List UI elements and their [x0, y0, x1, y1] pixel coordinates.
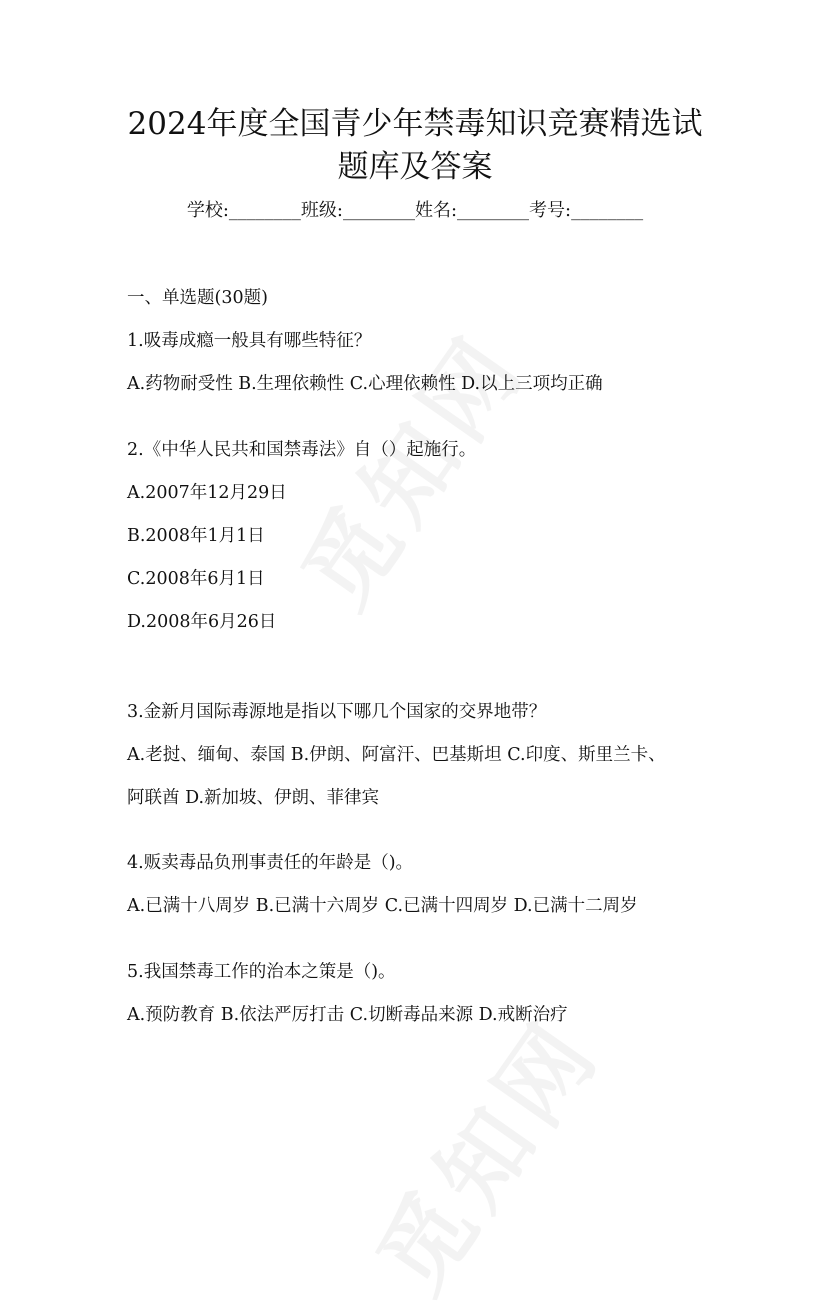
question-1-options: A.药物耐受性 B.生理依赖性 C.心理依赖性 D.以上三项均正确	[127, 374, 603, 394]
question-3-options-line-2: 阿联酋 D.新加坡、伊朗、菲律宾	[127, 788, 380, 808]
question-5: 5.我国禁毒工作的治本之策是（)。	[127, 962, 396, 982]
question-3: 3.金新月国际毒源地是指以下哪几个国家的交界地带？	[127, 702, 547, 722]
question-4: 4.贩卖毒品负刑事责任的年龄是（)。	[127, 853, 414, 873]
document-title-line-1: 2024年度全国青少年禁毒知识竞赛精选试	[127, 106, 703, 142]
question-2: 2.《中华人民共和国禁毒法》自（）起施行。	[127, 440, 477, 460]
watermark-text-bottom	[341, 988, 625, 1314]
question-3-options-line-1: A.老挝、缅甸、泰国 B.伊朗、阿富汗、巴基斯坦 C.印度、斯里兰卡、	[127, 745, 666, 765]
question-2-option-c: C.2008年6月1日	[127, 569, 265, 589]
section-heading: 一、单选题(30题)	[127, 288, 268, 308]
question-2-option-b: B.2008年1月1日	[127, 526, 265, 546]
question-2-option-a: A.2007年12月29日	[127, 483, 287, 503]
question-5-options: A.预防教育 B.依法严厉打击 C.切断毒品来源 D.戒断治疗	[127, 1005, 568, 1025]
question-1: 1.吸毒成瘾一般具有哪些特征？	[127, 331, 372, 351]
question-4-options: A.已满十八周岁 B.已满十六周岁 C.已满十四周岁 D.已满十二周岁	[127, 896, 638, 916]
student-info-fields: 学校:________班级:________姓名:________考号:________	[186, 200, 644, 221]
document-title-line-2: 题库及答案	[337, 149, 493, 185]
question-2-option-d: D.2008年6月26日	[127, 612, 277, 632]
